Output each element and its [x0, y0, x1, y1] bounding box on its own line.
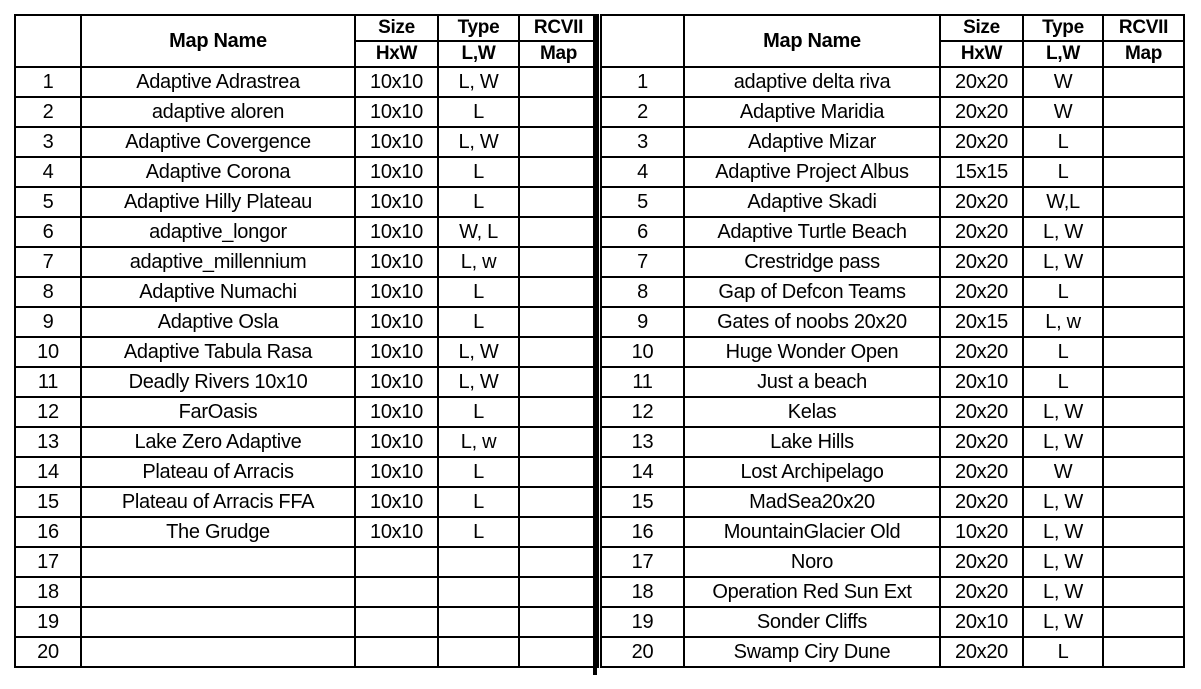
left-table-body — [15, 67, 598, 667]
size-header: Size — [940, 15, 1023, 41]
size-cell: 10x10 — [355, 427, 438, 457]
rcvii-cell — [1103, 367, 1184, 397]
type-cell: L, W — [1023, 427, 1103, 457]
type-subheader: L,W — [438, 41, 519, 67]
row-number-cell: 9 — [15, 307, 81, 337]
map-name-header: Map Name — [81, 15, 355, 67]
rcvii-cell — [519, 307, 598, 337]
size-cell: 20x20 — [940, 337, 1023, 367]
rcvii-cell — [519, 427, 598, 457]
size-cell: 20x20 — [940, 397, 1023, 427]
rcvii-cell — [1103, 127, 1184, 157]
map-name-cell: The Grudge — [81, 517, 355, 547]
rcvii-cell — [519, 67, 598, 97]
table-row — [15, 97, 598, 127]
type-cell: L, W — [1023, 517, 1103, 547]
header-row-top — [15, 15, 598, 41]
type-cell: L, w — [438, 427, 519, 457]
size-cell — [355, 607, 438, 637]
size-cell: 20x10 — [940, 367, 1023, 397]
map-name-cell: Gates of noobs 20x20 — [684, 307, 940, 337]
type-cell: L — [438, 517, 519, 547]
size-cell — [355, 577, 438, 607]
map-name-cell: Deadly Rivers 10x10 — [81, 367, 355, 397]
type-cell: L, W — [438, 127, 519, 157]
table-row — [15, 637, 598, 667]
left-map-table — [14, 14, 599, 668]
rcvii-cell — [1103, 457, 1184, 487]
type-cell: L — [1023, 127, 1103, 157]
size-cell: 20x20 — [940, 187, 1023, 217]
rcvii-cell — [1103, 337, 1184, 367]
table-row — [601, 157, 1184, 187]
map-name-cell: Gap of Defcon Teams — [684, 277, 940, 307]
rcvii-cell — [1103, 427, 1184, 457]
rcvii-cell — [519, 487, 598, 517]
map-name-cell: Lake Hills — [684, 427, 940, 457]
table-row — [15, 187, 598, 217]
row-number-cell: 18 — [601, 577, 684, 607]
type-cell: L — [438, 157, 519, 187]
rcvii-cell — [1103, 547, 1184, 577]
map-name-cell: Just a beach — [684, 367, 940, 397]
size-subheader: HxW — [940, 41, 1023, 67]
row-number-cell: 13 — [601, 427, 684, 457]
size-cell: 10x10 — [355, 127, 438, 157]
rcvii-cell — [1103, 277, 1184, 307]
size-cell: 10x10 — [355, 217, 438, 247]
rcvii-cell — [519, 157, 598, 187]
rcvii-cell — [519, 217, 598, 247]
row-number-cell: 17 — [15, 547, 81, 577]
table-row — [15, 577, 598, 607]
rcvii-cell — [1103, 247, 1184, 277]
map-name-cell: adaptive delta riva — [684, 67, 940, 97]
type-cell: L, W — [1023, 487, 1103, 517]
right-map-table — [600, 14, 1185, 668]
table-row — [15, 517, 598, 547]
table-row — [601, 457, 1184, 487]
type-subheader: L,W — [1023, 41, 1103, 67]
type-cell: L — [1023, 637, 1103, 667]
map-name-cell: FarOasis — [81, 397, 355, 427]
rcvii-cell — [519, 517, 598, 547]
type-cell: L — [438, 457, 519, 487]
map-name-cell: Kelas — [684, 397, 940, 427]
size-cell: 20x10 — [940, 607, 1023, 637]
row-number-cell: 9 — [601, 307, 684, 337]
size-cell: 20x20 — [940, 427, 1023, 457]
table-row — [15, 397, 598, 427]
row-number-cell: 2 — [15, 97, 81, 127]
row-number-cell: 1 — [601, 67, 684, 97]
size-cell: 20x20 — [940, 277, 1023, 307]
table-row — [15, 427, 598, 457]
row-number-cell: 5 — [15, 187, 81, 217]
map-name-cell: Sonder Cliffs — [684, 607, 940, 637]
type-cell: L — [438, 487, 519, 517]
map-name-cell: Adaptive Skadi — [684, 187, 940, 217]
size-cell: 10x10 — [355, 157, 438, 187]
table-row — [15, 607, 598, 637]
table-row — [601, 187, 1184, 217]
size-cell — [355, 547, 438, 577]
map-name-cell: Adaptive Turtle Beach — [684, 217, 940, 247]
type-cell: L, W — [438, 337, 519, 367]
row-number-cell: 7 — [601, 247, 684, 277]
rcvii-cell — [1103, 187, 1184, 217]
size-cell — [355, 637, 438, 667]
row-number-cell: 19 — [601, 607, 684, 637]
row-number-cell: 20 — [601, 637, 684, 667]
map-name-cell — [81, 577, 355, 607]
row-number-cell: 11 — [15, 367, 81, 397]
type-cell: L — [438, 397, 519, 427]
rcvii-cell — [519, 97, 598, 127]
row-number-cell: 17 — [601, 547, 684, 577]
type-cell: L — [1023, 277, 1103, 307]
type-cell: W — [1023, 457, 1103, 487]
type-cell: W, L — [438, 217, 519, 247]
map-name-cell: Adaptive Corona — [81, 157, 355, 187]
rcvii-cell — [519, 397, 598, 427]
size-cell: 20x20 — [940, 457, 1023, 487]
type-cell: L, W — [438, 367, 519, 397]
map-name-cell: Adaptive Tabula Rasa — [81, 337, 355, 367]
rcvii-cell — [519, 337, 598, 367]
row-number-cell: 18 — [15, 577, 81, 607]
row-number-cell: 3 — [15, 127, 81, 157]
row-number-cell: 4 — [15, 157, 81, 187]
row-number-cell: 5 — [601, 187, 684, 217]
map-name-cell — [81, 607, 355, 637]
size-cell: 20x15 — [940, 307, 1023, 337]
table-row — [601, 637, 1184, 667]
size-cell: 20x20 — [940, 97, 1023, 127]
rcvii-subheader: Map — [1103, 41, 1184, 67]
rcvii-cell — [1103, 487, 1184, 517]
type-cell: L — [1023, 337, 1103, 367]
size-header: Size — [355, 15, 438, 41]
row-number-cell: 6 — [601, 217, 684, 247]
type-cell: L — [438, 187, 519, 217]
map-name-cell: Adaptive Covergence — [81, 127, 355, 157]
table-row — [15, 307, 598, 337]
map-name-cell: Adaptive Osla — [81, 307, 355, 337]
type-cell: W — [1023, 97, 1103, 127]
size-cell: 20x20 — [940, 547, 1023, 577]
size-cell: 10x10 — [355, 517, 438, 547]
map-name-cell: Adaptive Mizar — [684, 127, 940, 157]
table-row — [601, 577, 1184, 607]
size-cell: 10x10 — [355, 67, 438, 97]
map-name-cell: Swamp Ciry Dune — [684, 637, 940, 667]
table-row — [601, 547, 1184, 577]
type-cell: L, W — [1023, 397, 1103, 427]
table-row — [601, 307, 1184, 337]
table-row — [15, 457, 598, 487]
type-cell: L, W — [1023, 217, 1103, 247]
number-column-header — [15, 15, 81, 67]
type-cell — [438, 577, 519, 607]
rcvii-cell — [519, 367, 598, 397]
map-name-cell — [81, 547, 355, 577]
table-row — [15, 247, 598, 277]
rcvii-cell — [1103, 97, 1184, 127]
type-cell: L, W — [1023, 547, 1103, 577]
map-name-cell: Huge Wonder Open — [684, 337, 940, 367]
type-cell: L, w — [438, 247, 519, 277]
table-row — [15, 277, 598, 307]
size-cell: 10x10 — [355, 187, 438, 217]
type-header: Type — [1023, 15, 1103, 41]
rcvii-subheader: Map — [519, 41, 598, 67]
size-cell: 20x20 — [940, 247, 1023, 277]
row-number-cell: 14 — [15, 457, 81, 487]
rcvii-cell — [519, 607, 598, 637]
map-name-cell: MadSea20x20 — [684, 487, 940, 517]
row-number-cell: 16 — [15, 517, 81, 547]
table-row — [601, 217, 1184, 247]
table-row — [601, 337, 1184, 367]
rcvii-cell — [519, 247, 598, 277]
map-name-cell: Adaptive Numachi — [81, 277, 355, 307]
row-number-cell: 6 — [15, 217, 81, 247]
map-name-header: Map Name — [684, 15, 940, 67]
size-cell: 20x20 — [940, 67, 1023, 97]
size-cell: 10x20 — [940, 517, 1023, 547]
row-number-cell: 8 — [601, 277, 684, 307]
table-row — [15, 487, 598, 517]
table-row — [601, 517, 1184, 547]
type-cell — [438, 607, 519, 637]
rcvii-cell — [1103, 577, 1184, 607]
table-row — [15, 127, 598, 157]
table-row — [15, 157, 598, 187]
rcvii-cell — [519, 127, 598, 157]
rcvii-cell — [519, 277, 598, 307]
rcvii-cell — [519, 637, 598, 667]
type-cell: L, W — [1023, 577, 1103, 607]
table-row — [601, 487, 1184, 517]
size-cell: 10x10 — [355, 247, 438, 277]
number-column-header — [601, 15, 684, 67]
row-number-cell: 14 — [601, 457, 684, 487]
map-name-cell: Adaptive Adrastrea — [81, 67, 355, 97]
map-name-cell: Operation Red Sun Ext — [684, 577, 940, 607]
size-cell: 20x20 — [940, 217, 1023, 247]
map-name-cell: Adaptive Maridia — [684, 97, 940, 127]
table-row — [601, 397, 1184, 427]
row-number-cell: 16 — [601, 517, 684, 547]
size-cell: 10x10 — [355, 367, 438, 397]
rcvii-header: RCVII — [1103, 15, 1184, 41]
rcvii-header: RCVII — [519, 15, 598, 41]
row-number-cell: 4 — [601, 157, 684, 187]
table-row — [601, 67, 1184, 97]
map-name-cell: Plateau of Arracis FFA — [81, 487, 355, 517]
map-name-cell: Crestridge pass — [684, 247, 940, 277]
right-table-body — [601, 67, 1184, 667]
type-cell: L — [1023, 367, 1103, 397]
row-number-cell: 12 — [601, 397, 684, 427]
size-subheader: HxW — [355, 41, 438, 67]
map-name-cell: Lake Zero Adaptive — [81, 427, 355, 457]
rcvii-cell — [1103, 397, 1184, 427]
size-cell: 15x15 — [940, 157, 1023, 187]
type-cell: L, w — [1023, 307, 1103, 337]
type-cell: L — [1023, 157, 1103, 187]
rcvii-cell — [1103, 157, 1184, 187]
table-row — [601, 427, 1184, 457]
size-cell: 20x20 — [940, 637, 1023, 667]
row-number-cell: 19 — [15, 607, 81, 637]
size-cell: 10x10 — [355, 97, 438, 127]
map-name-cell: Lost Archipelago — [684, 457, 940, 487]
type-cell — [438, 637, 519, 667]
table-row — [15, 67, 598, 97]
table-row — [601, 277, 1184, 307]
table-row — [15, 547, 598, 577]
map-name-cell: Plateau of Arracis — [81, 457, 355, 487]
table-row — [601, 127, 1184, 157]
row-number-cell: 15 — [15, 487, 81, 517]
row-number-cell: 12 — [15, 397, 81, 427]
size-cell: 10x10 — [355, 307, 438, 337]
type-cell: L, W — [1023, 607, 1103, 637]
size-cell: 20x20 — [940, 577, 1023, 607]
header-row-top — [601, 15, 1184, 41]
table-divider — [593, 14, 597, 675]
table-row — [15, 217, 598, 247]
type-header: Type — [438, 15, 519, 41]
rcvii-cell — [519, 577, 598, 607]
table-row — [601, 97, 1184, 127]
row-number-cell: 3 — [601, 127, 684, 157]
rcvii-cell — [519, 457, 598, 487]
table-row — [601, 367, 1184, 397]
rcvii-cell — [519, 187, 598, 217]
table-row — [601, 607, 1184, 637]
map-name-cell: adaptive aloren — [81, 97, 355, 127]
size-cell: 10x10 — [355, 277, 438, 307]
row-number-cell: 2 — [601, 97, 684, 127]
row-number-cell: 11 — [601, 367, 684, 397]
row-number-cell: 7 — [15, 247, 81, 277]
map-name-cell: Adaptive Project Albus — [684, 157, 940, 187]
row-number-cell: 20 — [15, 637, 81, 667]
type-cell: L — [438, 277, 519, 307]
table-row — [601, 247, 1184, 277]
map-name-cell: Adaptive Hilly Plateau — [81, 187, 355, 217]
map-name-cell — [81, 637, 355, 667]
table-row — [15, 337, 598, 367]
size-cell: 10x10 — [355, 337, 438, 367]
size-cell: 10x10 — [355, 397, 438, 427]
size-cell: 20x20 — [940, 127, 1023, 157]
row-number-cell: 8 — [15, 277, 81, 307]
rcvii-cell — [1103, 607, 1184, 637]
rcvii-cell — [1103, 637, 1184, 667]
type-cell: L, W — [438, 67, 519, 97]
size-cell: 10x10 — [355, 487, 438, 517]
size-cell: 10x10 — [355, 457, 438, 487]
row-number-cell: 15 — [601, 487, 684, 517]
rcvii-cell — [519, 547, 598, 577]
map-name-cell: adaptive_millennium — [81, 247, 355, 277]
rcvii-cell — [1103, 517, 1184, 547]
type-cell — [438, 547, 519, 577]
rcvii-cell — [1103, 217, 1184, 247]
map-name-cell: adaptive_longor — [81, 217, 355, 247]
type-cell: L — [438, 307, 519, 337]
rcvii-cell — [1103, 67, 1184, 97]
row-number-cell: 10 — [601, 337, 684, 367]
row-number-cell: 13 — [15, 427, 81, 457]
type-cell: W — [1023, 67, 1103, 97]
size-cell: 20x20 — [940, 487, 1023, 517]
map-name-cell: Noro — [684, 547, 940, 577]
type-cell: L, W — [1023, 247, 1103, 277]
type-cell: L — [438, 97, 519, 127]
type-cell: W,L — [1023, 187, 1103, 217]
table-row — [15, 367, 598, 397]
row-number-cell: 10 — [15, 337, 81, 367]
map-name-cell: MountainGlacier Old — [684, 517, 940, 547]
rcvii-cell — [1103, 307, 1184, 337]
row-number-cell: 1 — [15, 67, 81, 97]
